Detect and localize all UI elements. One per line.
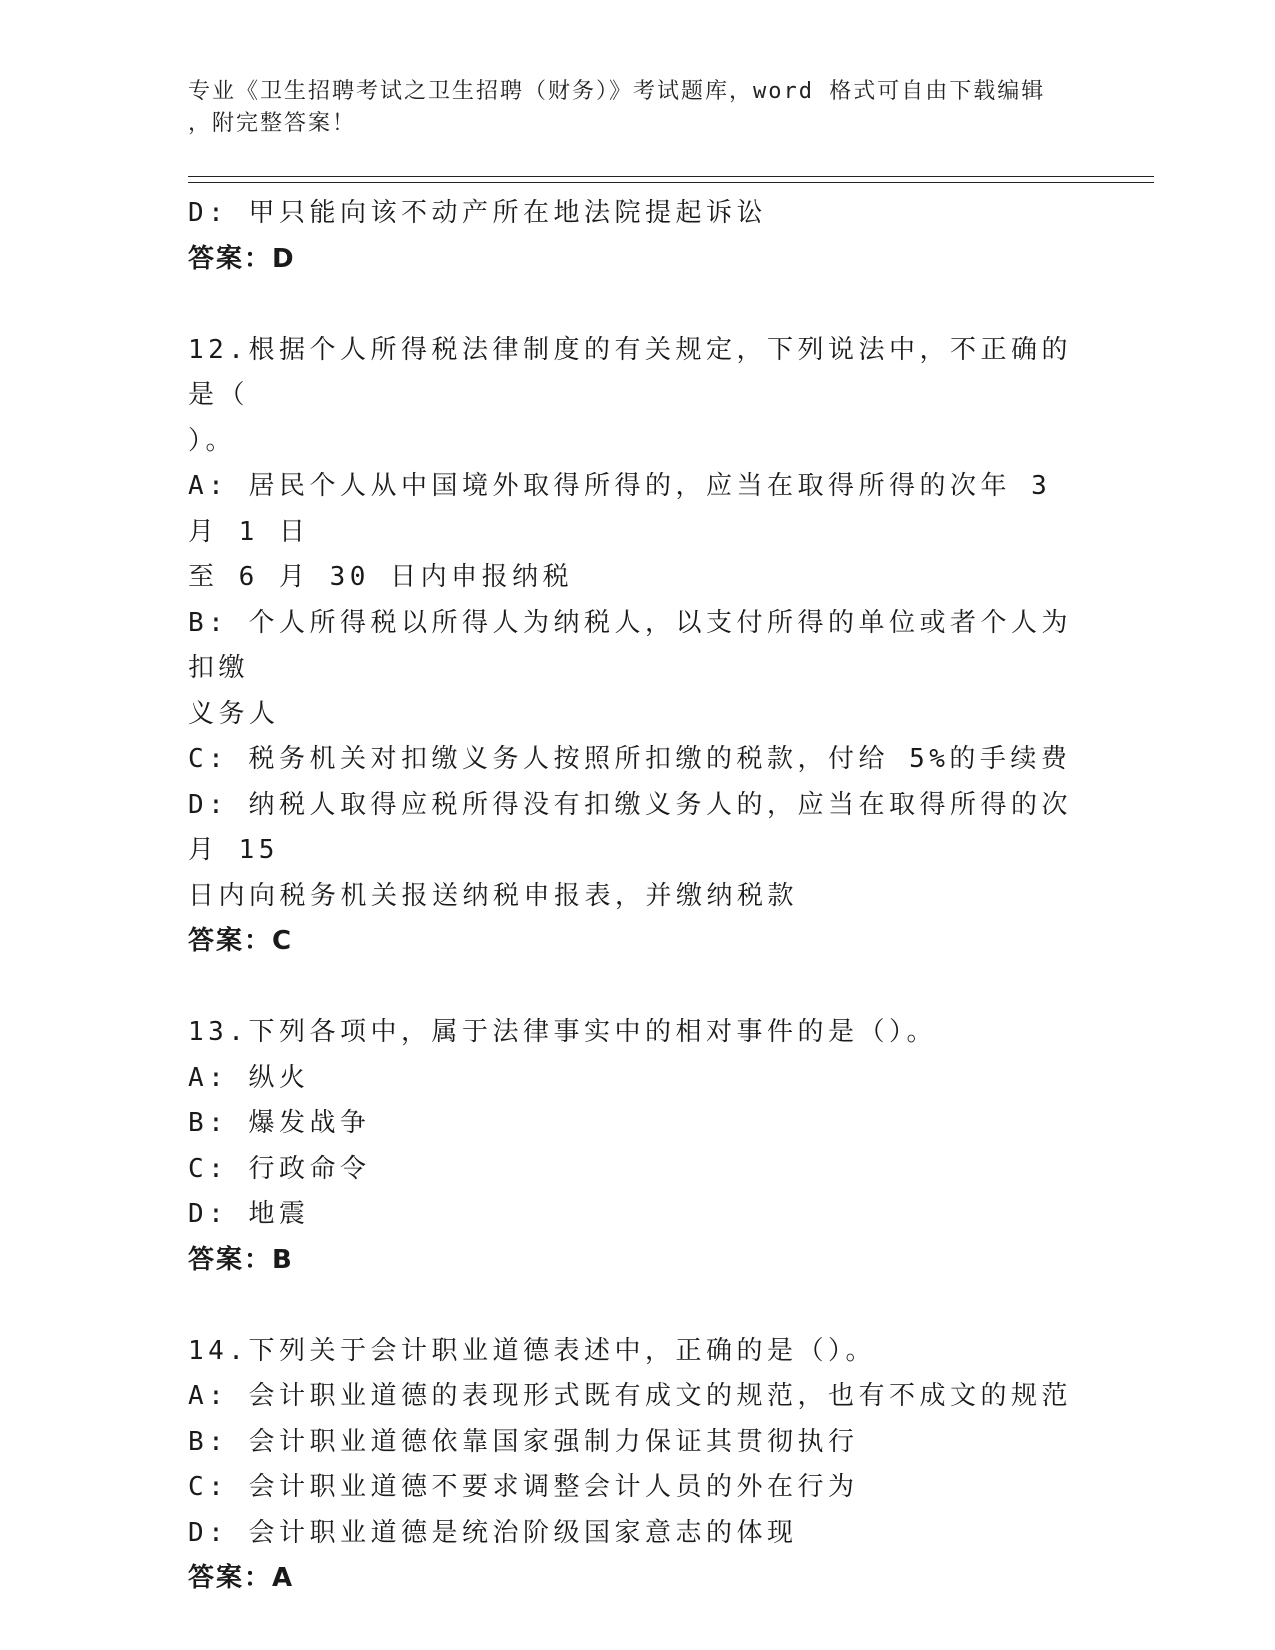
q13-option-c: C: 行政命令	[188, 1153, 371, 1184]
q12-option-b-line-2: 义务人	[188, 698, 280, 729]
q13-stem: 13.下列各项中，属于法律事实中的相对事件的是（）。	[188, 1017, 937, 1047]
q13-option-a: A: 纵火	[188, 1062, 310, 1093]
header-rule-top	[188, 176, 1154, 177]
prev-option-d: D: 甲只能向该不动产所在地法院提起诉讼	[188, 198, 767, 228]
q14-option-a: A: 会计职业道德的表现形式既有成文的规范，也有不成文的规范	[188, 1381, 1072, 1411]
question-content	[188, 191, 1088, 1602]
q14-option-b: B: 会计职业道德依靠国家强制力保证其贯彻执行	[188, 1426, 859, 1457]
header-line-1: 专业《卫生招聘考试之卫生招聘（财务）》考试题库，word 格式可自由下载编辑	[188, 79, 1046, 104]
q14-answer: 答案：A	[188, 1563, 295, 1593]
q12-stem-line-1: 12.根据个人所得税法律制度的有关规定，下列说法中，不正确的是（	[188, 334, 1072, 410]
q12-stem-line-2: ）。	[188, 425, 237, 456]
document-header	[188, 76, 1088, 140]
q12-answer: 答案：C	[188, 926, 294, 956]
spacer	[188, 1283, 1088, 1329]
q14-option-c: C: 会计职业道德不要求调整会计人员的外在行为	[188, 1472, 859, 1502]
q13-option-b: B: 爆发战争	[188, 1108, 371, 1138]
q12-option-a-line-2: 至 6 月 30 日内申报纳税	[188, 562, 574, 592]
q14-stem: 14.下列关于会计职业道德表述中，正确的是（）。	[188, 1335, 876, 1366]
spacer	[188, 965, 1088, 1011]
q12-option-a-line-1: A: 居民个人从中国境外取得所得的，应当在取得所得的次年 3 月 1 日	[188, 471, 1072, 547]
q12-option-d-line-2: 日内向税务机关报送纳税申报表，并缴纳税款	[188, 880, 799, 911]
spacer	[188, 282, 1088, 328]
q13-answer: 答案：B	[188, 1244, 294, 1275]
question-14	[188, 1329, 1088, 1602]
q12-option-c: C: 税务机关对扣缴义务人按照所扣缴的税款，付给 5%的手续费	[188, 744, 1072, 774]
q14-option-d: D: 会计职业道德是统治阶级国家意志的体现	[188, 1517, 798, 1548]
prev-answer: 答案：D	[188, 243, 296, 274]
question-13	[188, 1010, 1088, 1283]
header-rule-bottom	[188, 182, 1154, 183]
header-line-2: ，附完整答案！	[188, 111, 357, 136]
q13-option-d: D: 地震	[188, 1199, 310, 1229]
question-12	[188, 328, 1088, 965]
q12-option-d-line-1: D: 纳税人取得应税所得没有扣缴义务人的，应当在取得所得的次月 15	[188, 789, 1072, 865]
q12-option-b-line-1: B: 个人所得税以所得人为纳税人，以支付所得的单位或者个人为扣缴	[188, 607, 1072, 683]
